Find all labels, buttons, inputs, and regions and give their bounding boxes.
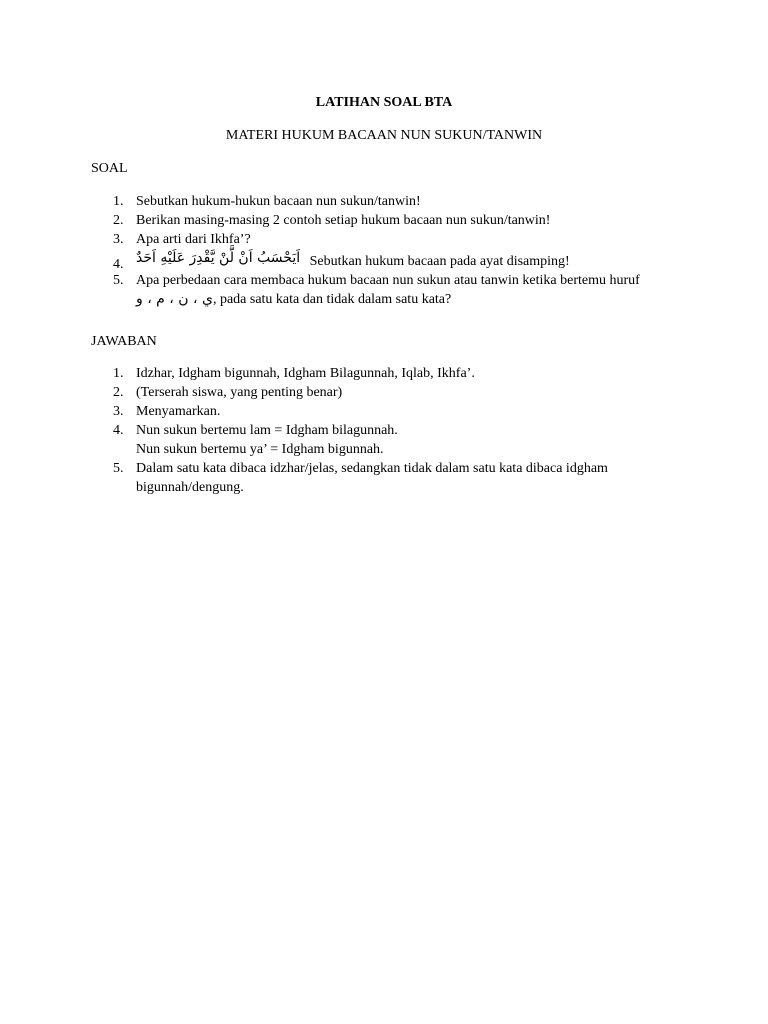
document-title: LATIHAN SOAL BTA: [315, 95, 453, 110]
item-text: Sebutkan hukum-hukun bacaan nun sukun/tanwin!: [136, 194, 421, 209]
item-number: 5.: [113, 273, 124, 288]
item-number: 3.: [113, 404, 124, 419]
soal-list: [113, 192, 656, 309]
item-number: 4.: [113, 423, 124, 438]
item-text-after: , pada satu kata dan tidak dalam satu kata?: [212, 292, 452, 307]
item-text-line2: Nun sukun bertemu ya’ = Idgham bigunnah.: [136, 442, 384, 457]
list-item: [113, 421, 656, 459]
list-item: [113, 249, 656, 272]
document-subtitle: MATERI HUKUM BACAAN NUN SUKUN/TANWIN: [225, 128, 543, 143]
list-item: [113, 211, 656, 230]
item-number: 2.: [113, 213, 124, 228]
arabic-verse: اَيَحْسَبُ اَنْ لَّنْ يَّقْدِرَ عَلَيْهِ اَحَدٌ: [136, 250, 301, 266]
item-text: (Terserah siswa, yang penting benar): [136, 385, 343, 400]
list-item: [113, 383, 656, 402]
list-item: [113, 459, 656, 497]
jawaban-list: [113, 364, 656, 497]
item-text: Menyamarkan.: [136, 404, 221, 419]
item-number: 5.: [113, 461, 124, 476]
arabic-letters: ي ، ن ، م ، و: [136, 291, 213, 307]
item-number: 1.: [113, 366, 124, 381]
soal-heading: SOAL: [91, 161, 128, 176]
item-text: Berikan masing-masing 2 contoh setiap hukum bacaan nun sukun/tanwin!: [136, 213, 551, 228]
item-text: Apa perbedaan cara membaca hukum bacaan nun sukun atau tanwin ketika bertemu huruf: [136, 273, 640, 288]
item-number: 3.: [113, 232, 124, 247]
list-item: [113, 402, 656, 421]
item-text: Sebutkan hukum bacaan pada ayat disamping!: [309, 254, 570, 269]
item-text: Apa arti dari Ikhfa’?: [136, 232, 251, 247]
item-number: 2.: [113, 385, 124, 400]
item-number: 4.: [113, 257, 124, 272]
list-item: [113, 271, 656, 309]
list-item: [113, 364, 656, 383]
item-text: Dalam satu kata dibaca idzhar/jelas, sedangkan tidak dalam satu kata dibaca idgham bigunnah/dengung.: [136, 461, 608, 495]
list-item: [113, 230, 656, 249]
item-number: 1.: [113, 194, 124, 209]
item-text: Idzhar, Idgham bigunnah, Idgham Bilagunnah, Iqlab, Ikhfa’.: [136, 366, 475, 381]
list-item: [113, 192, 656, 211]
jawaban-heading: JAWABAN: [91, 334, 157, 349]
item-text: Nun sukun bertemu lam = Idgham bilagunnah.: [136, 423, 398, 438]
